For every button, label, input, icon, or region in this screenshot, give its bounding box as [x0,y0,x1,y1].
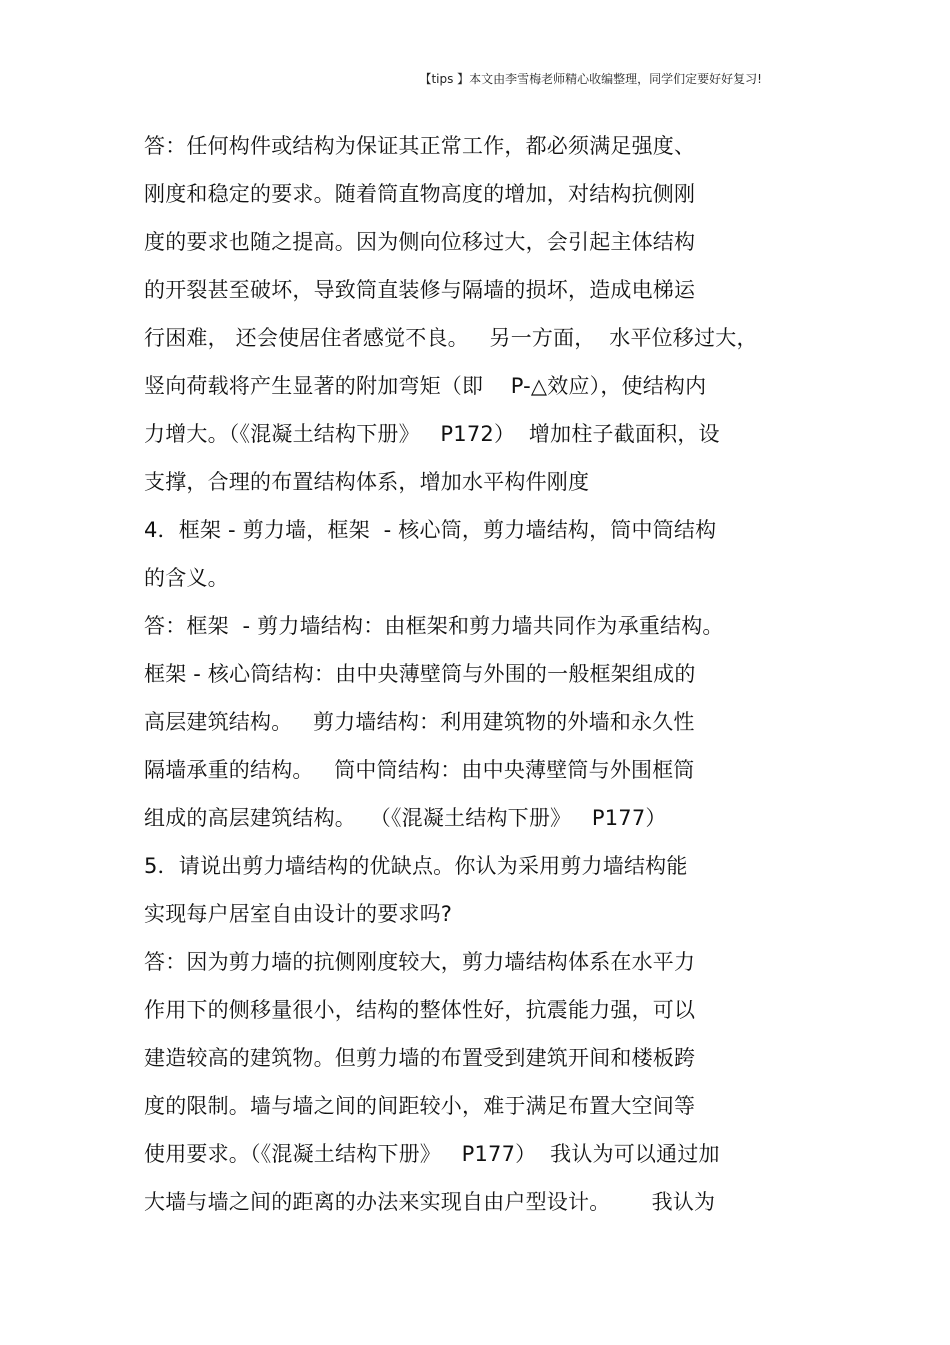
text-line: 组成的高层建筑结构。 （《混凝土结构下册》 P177） [144,806,667,830]
text-line: 答：框架 - 剪力墙结构：由框架和剪力墙共同作为承重结构。 [144,614,724,638]
text-line: 使用要求。（《混凝土结构下册》 P177） 我认为可以通过加 [144,1142,720,1166]
text-line: 度的要求也随之提高。因为侧向位移过大，会引起主体结构 [144,230,696,254]
text-line: 作用下的侧移量很小，结构的整体性好，抗震能力强，可以 [144,998,696,1022]
text-line: 刚度和稳定的要求。随着筒直物高度的增加，对结构抗侧刚 [144,182,696,206]
text-line: 高层建筑结构。 剪力墙结构：利用建筑物的外墙和永久性 [144,710,695,734]
text-line: 支撑，合理的布置结构体系，增加水平构件刚度 [144,470,590,494]
question-5-line: 5．请说出剪力墙结构的优缺点。你认为采用剪力墙结构能 [144,854,688,878]
text-line: 力增大。（《混凝土结构下册》 P172） 增加柱子截面积，设 [144,422,720,446]
question-4-line: 4．框架 - 剪力墙，框架 - 核心筒，剪力墙结构，筒中筒结构 [144,518,717,542]
text-line: 度的限制。墙与墙之间的间距较小，难于满足布置大空间等 [144,1094,696,1118]
text-line: 答：任何构件或结构为保证其正常工作，都必须满足强度、 [144,134,696,158]
text-line: 实现每户居室自由设计的要求吗? [144,902,453,926]
text-line: 隔墙承重的结构。 筒中筒结构：由中央薄壁筒与外围框筒 [144,758,695,782]
header-tips-note: 【tips 】本文由李雪梅老师精心收编整理，同学们定要好好复习! [419,72,762,86]
text-line: 建造较高的建筑物。但剪力墙的布置受到建筑开间和楼板跨 [144,1046,696,1070]
text-line: 的含义。 [144,566,229,590]
text-line: 竖向荷载将产生显著的附加弯矩（即 P-△效应），使结构内 [144,374,707,398]
text-line: 的开裂甚至破坏，导致筒直装修与隔墙的损坏，造成电梯运 [144,278,696,302]
text-line: 答：因为剪力墙的抗侧刚度较大，剪力墙结构体系在水平力 [144,950,696,974]
text-line: 框架 - 核心筒结构：由中央薄壁筒与外围的一般框架组成的 [144,662,696,686]
body-text [144,130,804,1234]
text-line: 大墙与墙之间的距离的办法来实现自由户型设计。 我认为 [144,1190,716,1214]
text-line: 行困难， 还会使居住者感觉不良。 另一方面， 水平位移过大， [144,326,758,350]
